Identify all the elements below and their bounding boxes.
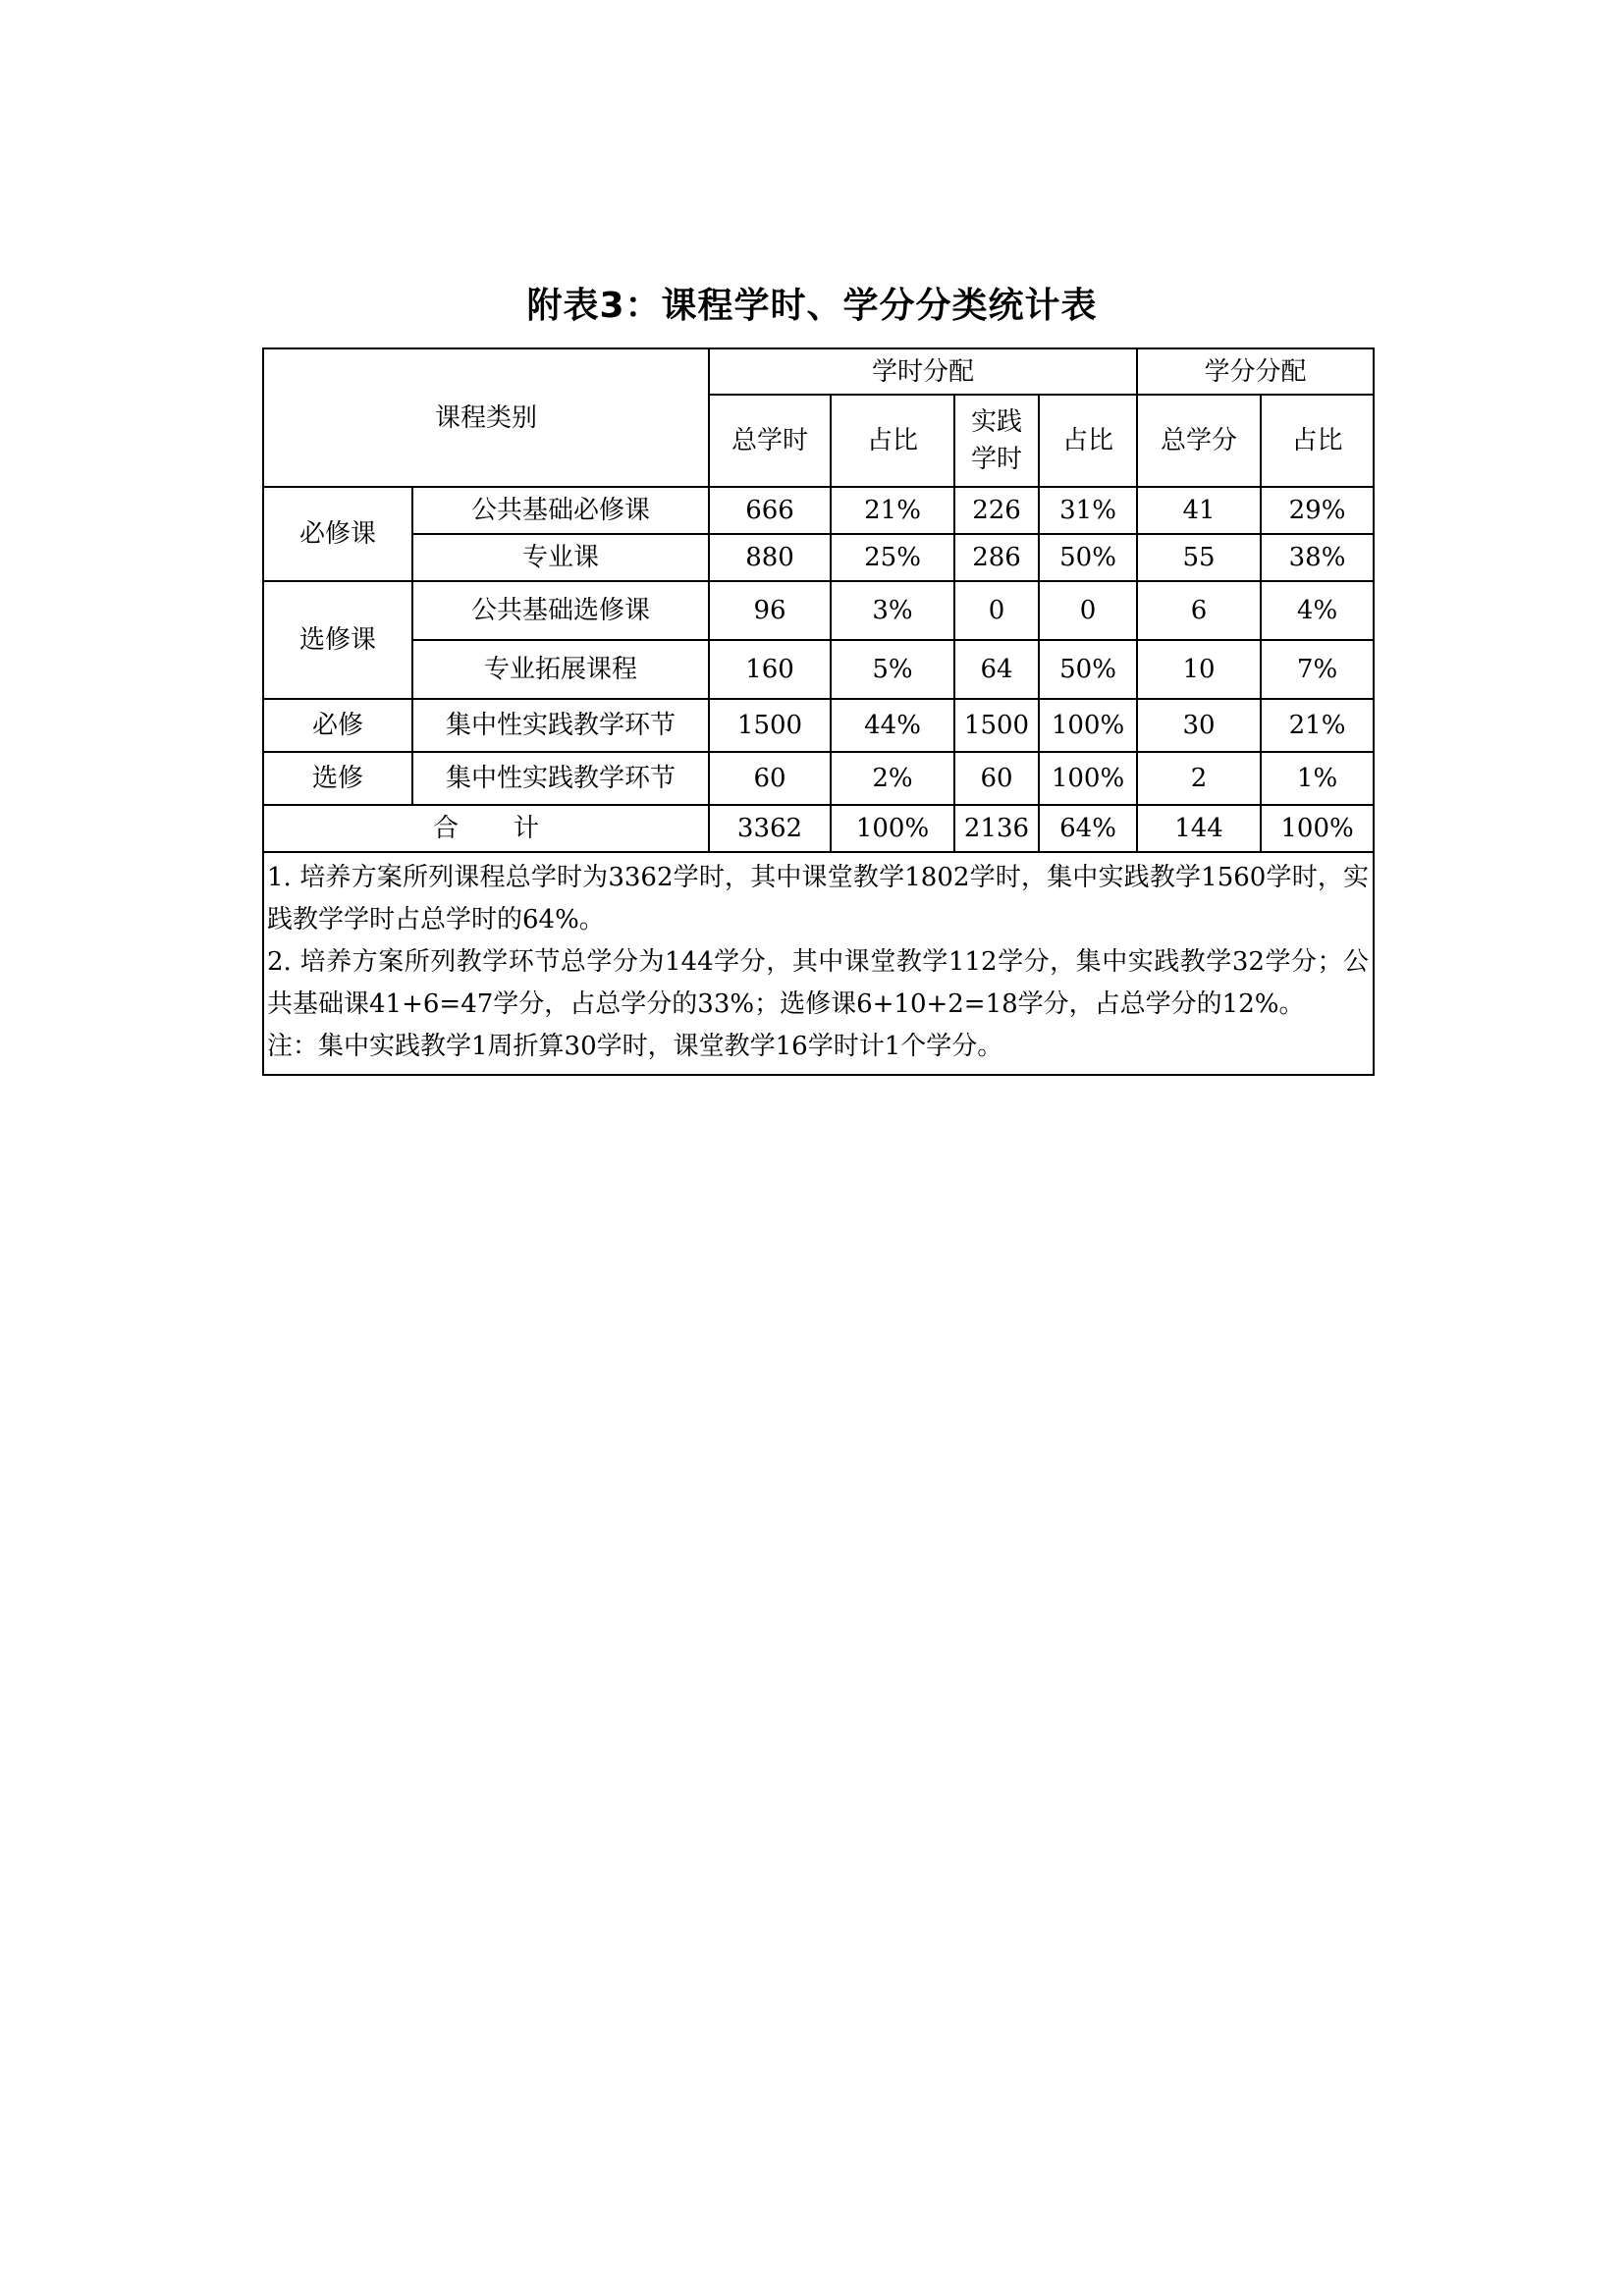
page-title: 附表3：课程学时、学分分类统计表 <box>526 286 1098 326</box>
total-hours-ratio: 100% <box>831 805 954 852</box>
row-credits: 55 <box>1137 534 1261 581</box>
table-row <box>263 752 1374 805</box>
table-row <box>263 534 1374 581</box>
row-name: 集中性实践教学环节 <box>412 752 709 805</box>
row-practice-ratio: 100% <box>1039 699 1137 752</box>
total-practice-ratio: 64% <box>1039 805 1137 852</box>
row-total-hours: 160 <box>709 640 831 699</box>
row-credits-ratio: 7% <box>1261 640 1374 699</box>
notes <box>263 852 1374 1075</box>
notes-row <box>263 852 1374 1075</box>
header-hours-ratio: 占比 <box>831 395 954 487</box>
group-elective: 选修课 <box>263 581 412 699</box>
group-required-short: 必修 <box>263 699 412 752</box>
header-practice-ratio: 占比 <box>1039 395 1137 487</box>
course-hours-credits-table <box>262 347 1375 1076</box>
row-credits: 41 <box>1137 487 1261 534</box>
row-credits: 30 <box>1137 699 1261 752</box>
total-practice-hours: 2136 <box>954 805 1039 852</box>
table-row <box>263 640 1374 699</box>
header-credits-ratio: 占比 <box>1261 395 1374 487</box>
group-elective-short: 选修 <box>263 752 412 805</box>
row-practice-hours: 0 <box>954 581 1039 640</box>
row-practice-ratio: 0 <box>1039 581 1137 640</box>
row-credits-ratio: 4% <box>1261 581 1374 640</box>
row-name: 专业课 <box>412 534 709 581</box>
row-credits-ratio: 38% <box>1261 534 1374 581</box>
header-hours-group: 学时分配 <box>709 348 1137 395</box>
row-total-hours: 60 <box>709 752 831 805</box>
row-credits: 10 <box>1137 640 1261 699</box>
row-total-hours: 880 <box>709 534 831 581</box>
row-name: 专业拓展课程 <box>412 640 709 699</box>
row-credits: 2 <box>1137 752 1261 805</box>
table-row <box>263 581 1374 640</box>
row-name: 集中性实践教学环节 <box>412 699 709 752</box>
row-hours-ratio: 3% <box>831 581 954 640</box>
row-name: 公共基础必修课 <box>412 487 709 534</box>
header-practice-hours <box>954 395 1039 487</box>
total-credits-ratio: 100% <box>1261 805 1374 852</box>
row-practice-hours: 60 <box>954 752 1039 805</box>
row-total-hours: 1500 <box>709 699 831 752</box>
table-row <box>263 487 1374 534</box>
row-credits-ratio: 1% <box>1261 752 1374 805</box>
total-row <box>263 805 1374 852</box>
header-total-hours: 总学时 <box>709 395 831 487</box>
row-practice-hours: 226 <box>954 487 1039 534</box>
row-practice-hours: 286 <box>954 534 1039 581</box>
row-practice-ratio: 100% <box>1039 752 1137 805</box>
total-label: 合计 <box>263 805 709 852</box>
header-practice-hours-line2: 学时 <box>971 445 1023 474</box>
row-practice-ratio: 31% <box>1039 487 1137 534</box>
header-practice-hours-line1: 实践 <box>971 407 1023 437</box>
row-name: 公共基础选修课 <box>412 581 709 640</box>
row-credits: 6 <box>1137 581 1261 640</box>
table-row <box>263 699 1374 752</box>
group-required: 必修课 <box>263 487 412 581</box>
row-total-hours: 666 <box>709 487 831 534</box>
row-hours-ratio: 5% <box>831 640 954 699</box>
header-row-groups <box>263 348 1374 395</box>
row-practice-ratio: 50% <box>1039 534 1137 581</box>
header-category: 课程类别 <box>263 348 709 487</box>
note-3: 注：集中实践教学1周折算30学时，课堂教学16学时计1个学分。 <box>267 1032 1003 1061</box>
row-practice-hours: 1500 <box>954 699 1039 752</box>
row-hours-ratio: 44% <box>831 699 954 752</box>
note-1: 1. 培养方案所列课程总学时为3362学时，其中课堂教学1802学时，集中实践教学1560学时，实践教学学时占总学时的64%。 <box>267 863 1370 934</box>
total-credits: 144 <box>1137 805 1261 852</box>
total-hours: 3362 <box>709 805 831 852</box>
row-credits-ratio: 29% <box>1261 487 1374 534</box>
note-2: 2. 培养方案所列教学环节总学分为144学分，其中课堂教学112学分，集中实践教学32学分；公共基础课41+6=47学分，占总学分的33%；选修课6+10+2=18学分，占总学分的12%。 <box>267 947 1370 1019</box>
row-practice-ratio: 50% <box>1039 640 1137 699</box>
row-total-hours: 96 <box>709 581 831 640</box>
row-hours-ratio: 21% <box>831 487 954 534</box>
header-credits-group: 学分分配 <box>1137 348 1374 395</box>
header-total-credits: 总学分 <box>1137 395 1261 487</box>
row-credits-ratio: 21% <box>1261 699 1374 752</box>
row-practice-hours: 64 <box>954 640 1039 699</box>
row-hours-ratio: 2% <box>831 752 954 805</box>
row-hours-ratio: 25% <box>831 534 954 581</box>
